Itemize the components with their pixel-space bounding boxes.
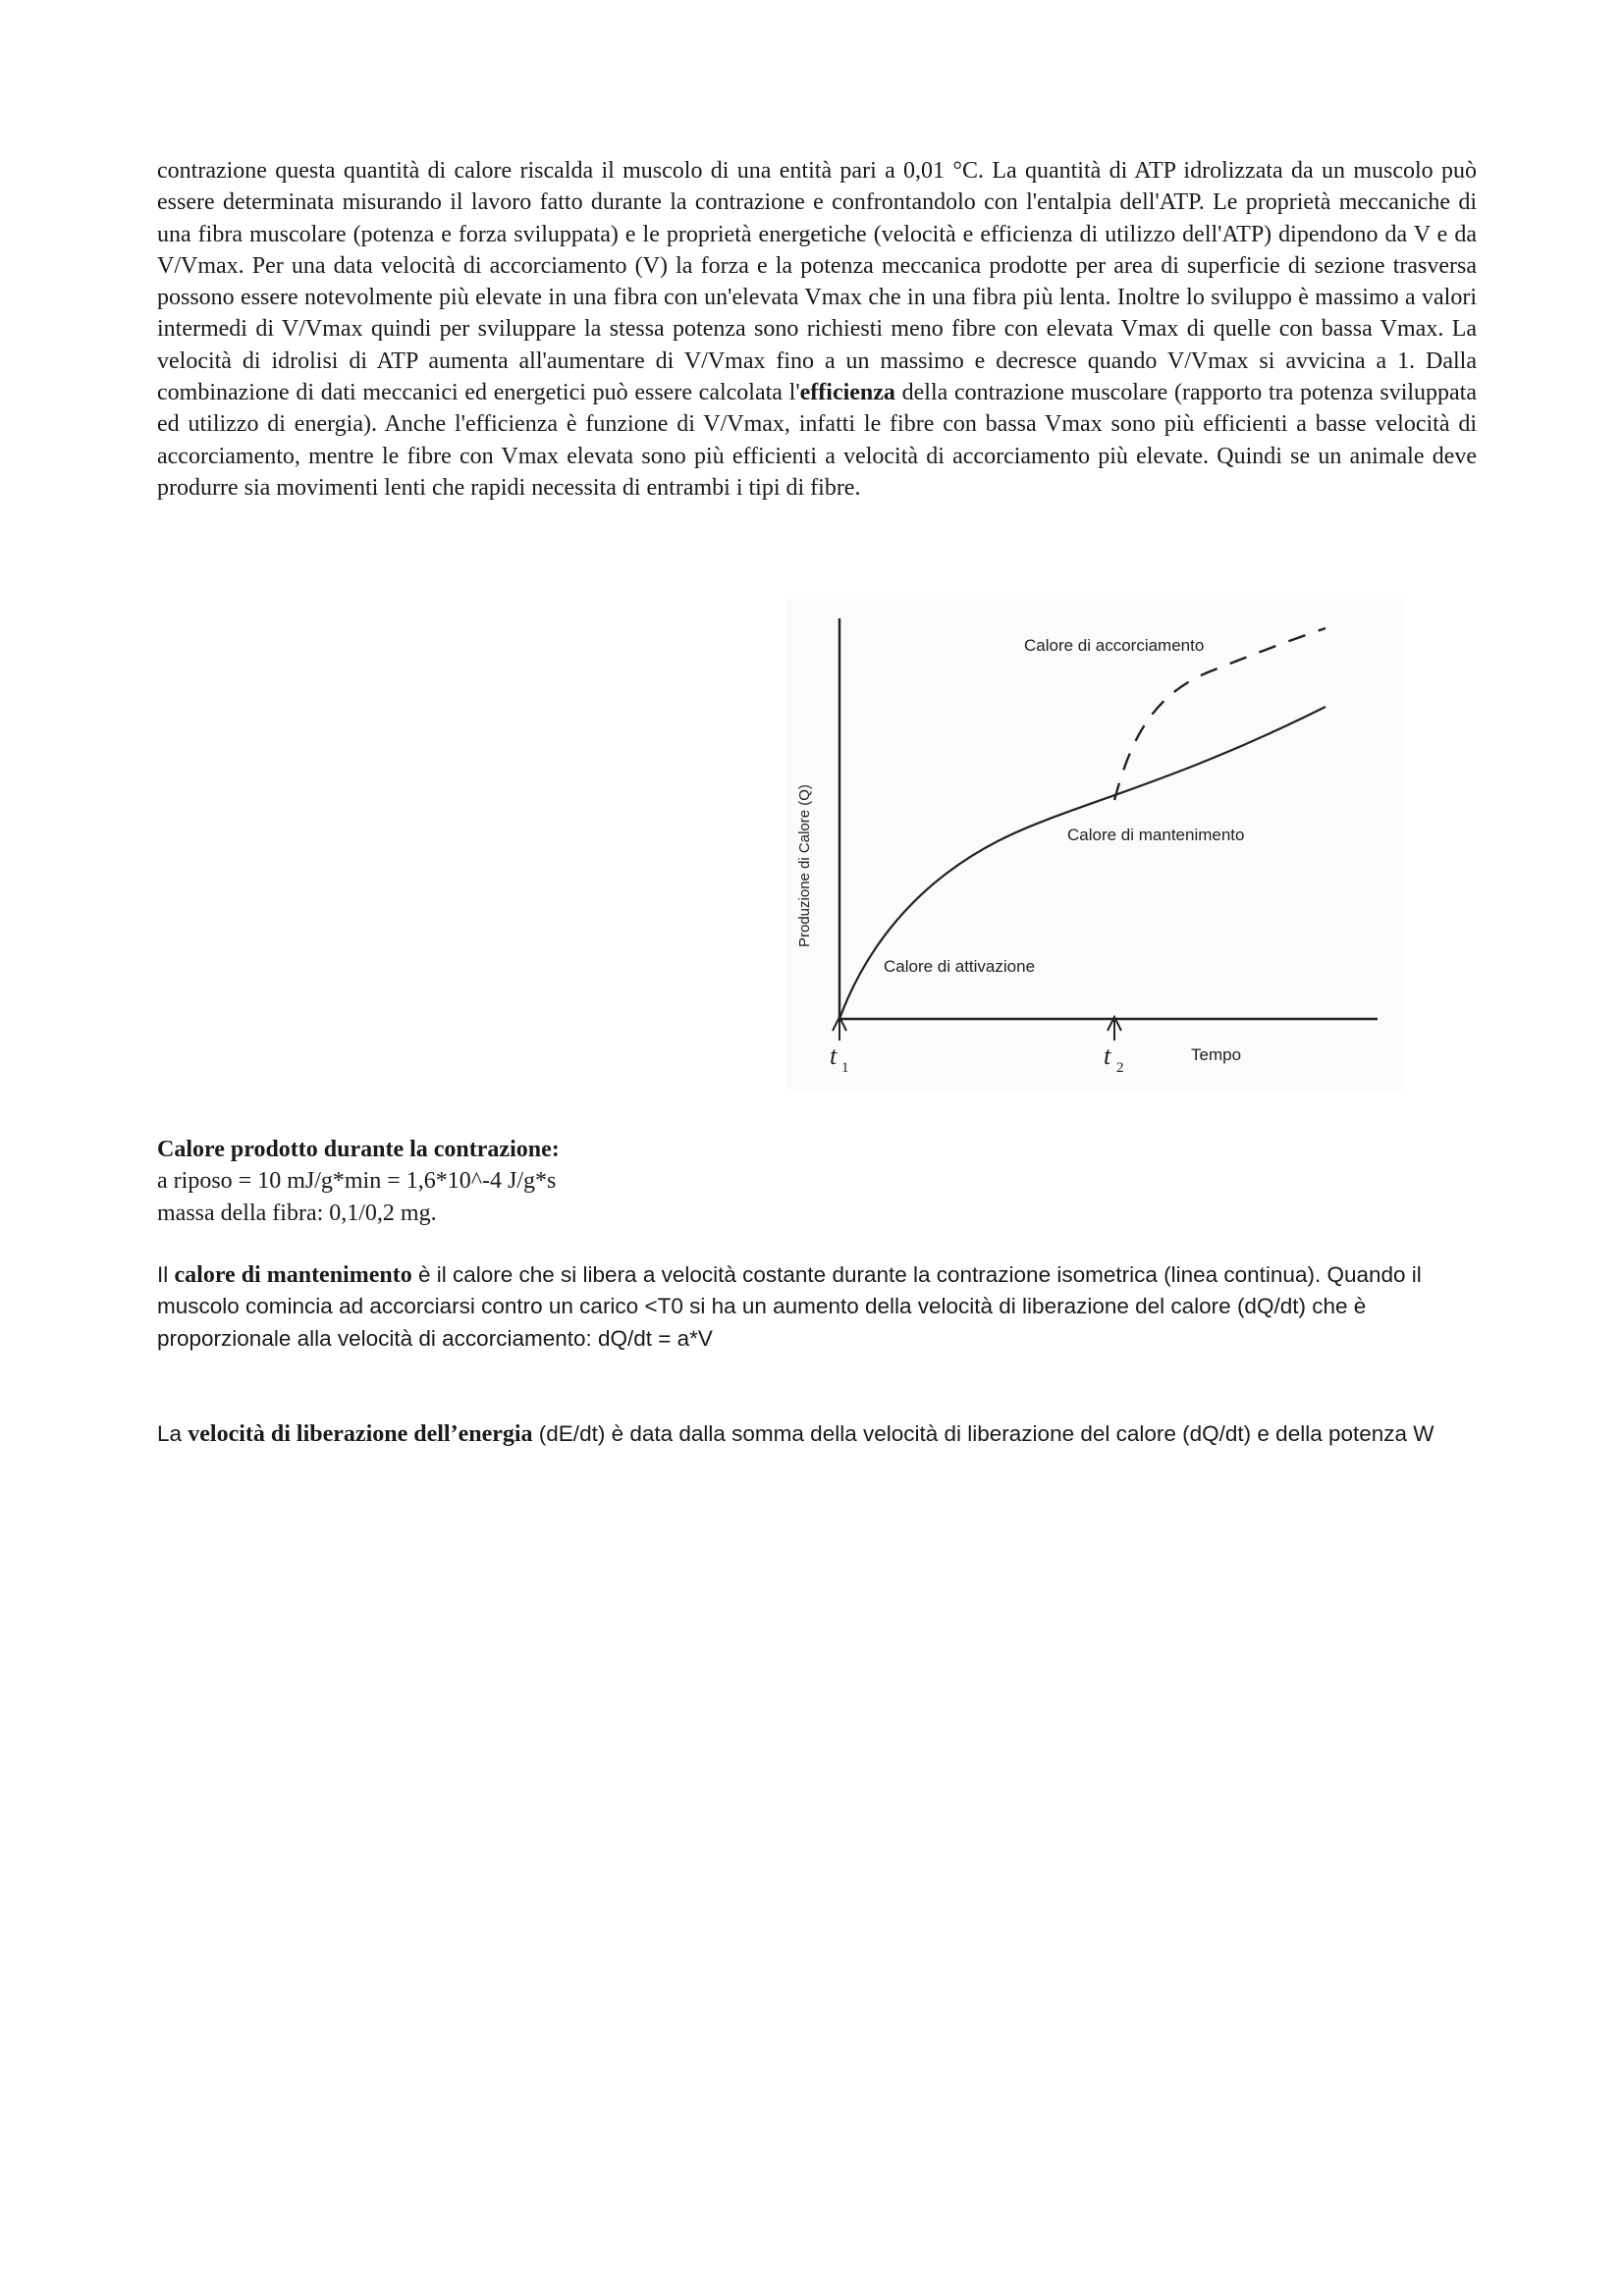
intro-paragraph	[157, 155, 1477, 504]
t2-subscript: 2	[1116, 1060, 1124, 1076]
intro-text-part1: contrazione questa quantità di calore riscalda il muscolo di una entità pari a 0,01 °C. La quantità di ATP idrolizzata da un muscolo può essere determinata misurando il lavoro fatto durante la contrazione e confrontandolo con l'entalpia dell'ATP. Le proprietà meccaniche di una fibra muscolare (potenza e forza sviluppata) e le proprietà energetiche (velocità e efficienza di utilizzo dell'ATP) dipendono da V e da V/Vmax. Per una data velocità di accorciamento (V) la forza e la potenza meccanica prodotte per area di superficie di sezione trasversa possono essere notevolmente più elevate in una fibra con un'elevata Vmax che in una fibra più lenta. Inoltre lo sviluppo è massimo a valori intermedi di V/Vmax quindi per sviluppare la stessa potenza sono richiesti meno fibre con elevata Vmax di quelle con bassa Vmax. La velocità di idrolisi di ATP aumenta all'aumentare di V/Vmax fino a un massimo e decresce quando V/Vmax si avvicina a 1. Dalla combinazione di dati meccanici ed energetici può essere calcolata l'	[157, 158, 1477, 406]
energia-pre: La	[157, 1421, 189, 1446]
y-axis-label: Produzione di Calore (Q)	[796, 784, 813, 947]
label-calore-accorciamento: Calore di accorciamento	[1024, 636, 1205, 655]
calore-mantenimento-term: calore di mantenimento	[174, 1262, 412, 1288]
t1-subscript: 1	[841, 1060, 849, 1076]
energia-paragraph	[157, 1418, 1477, 1450]
t2-label: t	[1104, 1041, 1111, 1070]
mantenimento-pre: Il	[157, 1262, 175, 1287]
x-axis-label: Tempo	[1191, 1045, 1242, 1064]
label-calore-attivazione: Calore di attivazione	[884, 957, 1036, 976]
calore-prodotto-section	[157, 1134, 1477, 1229]
intro-text-part2: della contrazione muscolare (rapporto tra potenza sviluppata ed utilizzo di energia). Anche l'efficienza è funzione di V/Vmax, infatti le fibre con bassa Vmax sono più efficienti a basse velocità di accorciamento, mentre le fibre con Vmax elevata sono più efficienti a velocità di accorciamento più elevate. Quindi se un animale deve produrre sia movimenti lenti che rapidi necessita di entrambi i tipi di fibre.	[157, 380, 1477, 501]
t1-label: t	[830, 1041, 838, 1070]
heat-production-diagram	[776, 579, 1424, 1109]
calore-riposo-line: a riposo = 10 mJ/g*min = 1,6*10^-4 J/g*s	[157, 1168, 557, 1195]
heat-production-figure	[776, 579, 1424, 1109]
massa-fibra-line: massa della fibra: 0,1/0,2 mg.	[157, 1200, 437, 1226]
mantenimento-paragraph	[157, 1259, 1477, 1355]
energia-post: (dE/dt) è data dalla somma della velocità di liberazione del calore (dQ/dt) e della potenza W	[532, 1421, 1434, 1446]
velocita-energia-term: velocità di liberazione dell’energia	[188, 1421, 533, 1447]
label-calore-mantenimento: Calore di mantenimento	[1067, 826, 1245, 844]
scan-background	[785, 599, 1404, 1090]
efficienza-term: efficienza	[799, 380, 895, 406]
mantenimento-post: è il calore che si libera a velocità costante durante la contrazione isometrica (linea continua). Quando il muscolo comincia ad accorciarsi contro un carico <T0 si ha un aumento della velocità di liberazione del calore (dQ/dt) che è proporzionale alla velocità di accorciamento: dQ/dt = a*V	[157, 1262, 1422, 1351]
calore-prodotto-heading: Calore prodotto durante la contrazione:	[157, 1137, 560, 1162]
